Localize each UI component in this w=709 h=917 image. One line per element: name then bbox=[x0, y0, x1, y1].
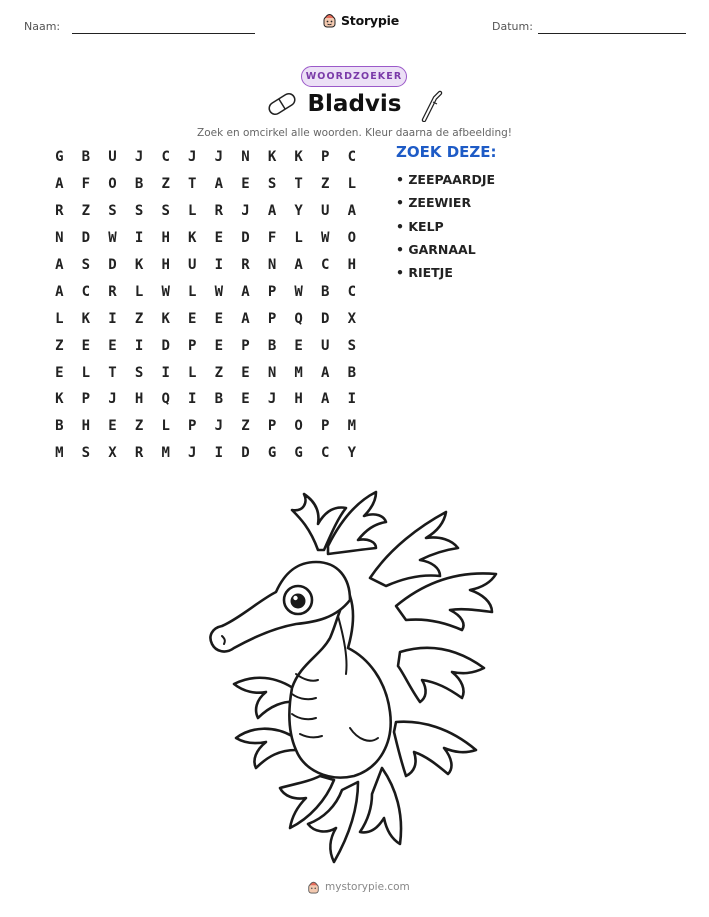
grid-letter[interactable]: L bbox=[347, 176, 357, 193]
grid-letter[interactable]: J bbox=[108, 391, 117, 408]
grid-letter[interactable]: J bbox=[134, 149, 144, 166]
grid-letter[interactable]: J bbox=[214, 418, 224, 435]
grid-letter[interactable]: R bbox=[134, 445, 144, 462]
grid-letter[interactable]: I bbox=[214, 257, 224, 273]
grid-letter[interactable]: E bbox=[108, 418, 117, 435]
grid-letter[interactable]: Q bbox=[161, 391, 170, 408]
grid-letter[interactable]: D bbox=[161, 337, 170, 354]
word-list-item: • ZEEWIER bbox=[396, 195, 472, 211]
word-list-item: • RIETJE bbox=[396, 265, 453, 281]
grid-letter[interactable]: P bbox=[188, 418, 197, 435]
grid-letter[interactable]: E bbox=[214, 310, 224, 327]
brand bbox=[322, 12, 399, 28]
grid-letter[interactable]: P bbox=[267, 283, 277, 300]
grid-letter[interactable]: H bbox=[134, 391, 144, 408]
grid-letter[interactable]: G bbox=[294, 445, 303, 462]
grid-letter[interactable]: O bbox=[108, 176, 117, 193]
grid-letter[interactable]: L bbox=[161, 418, 170, 435]
grid-letter[interactable]: S bbox=[134, 203, 144, 220]
grid-letter[interactable]: Q bbox=[294, 310, 303, 327]
grid-row bbox=[46, 440, 365, 467]
grid-letter[interactable]: U bbox=[321, 337, 330, 354]
grid-letter[interactable]: D bbox=[321, 310, 330, 327]
grid-letter[interactable]: E bbox=[108, 337, 117, 354]
grid-letter[interactable]: X bbox=[108, 445, 117, 462]
grid-letter[interactable]: A bbox=[55, 257, 64, 273]
activity-badge: WOORDZOEKER bbox=[301, 66, 407, 87]
grid-letter[interactable]: Z bbox=[214, 364, 224, 381]
grid-letter[interactable]: T bbox=[188, 176, 197, 193]
grid-letter[interactable]: S bbox=[161, 203, 170, 220]
grid-letter[interactable]: P bbox=[241, 337, 250, 354]
grid-letter[interactable]: S bbox=[81, 257, 91, 273]
grid-letter[interactable]: I bbox=[188, 391, 197, 408]
grid-letter[interactable]: I bbox=[108, 310, 117, 327]
grid-letter[interactable]: K bbox=[188, 230, 197, 247]
name-label: Naam: bbox=[24, 20, 61, 33]
grid-letter[interactable]: L bbox=[188, 364, 197, 381]
grid-letter[interactable]: E bbox=[214, 230, 224, 247]
grid-row bbox=[46, 386, 365, 413]
leafy-seadragon-illustration[interactable] bbox=[200, 488, 505, 868]
grid-letter[interactable]: P bbox=[267, 310, 277, 327]
grid-letter[interactable]: Z bbox=[134, 310, 144, 327]
grid-letter[interactable]: Z bbox=[321, 176, 330, 193]
grid-letter[interactable]: J bbox=[188, 149, 197, 166]
grid-letter[interactable]: W bbox=[161, 283, 170, 300]
grid-letter[interactable]: L bbox=[134, 283, 144, 300]
grid-letter[interactable]: G bbox=[267, 445, 277, 462]
grid-letter[interactable]: D bbox=[108, 257, 117, 273]
grid-letter[interactable]: M bbox=[347, 418, 357, 435]
grid-letter[interactable]: L bbox=[294, 230, 303, 247]
grid-letter[interactable]: E bbox=[241, 391, 250, 408]
grid-letter[interactable]: D bbox=[81, 230, 91, 247]
grid-letter[interactable]: E bbox=[188, 310, 197, 327]
word-list-item: • KELP bbox=[396, 218, 444, 234]
grid-letter[interactable]: Z bbox=[134, 418, 144, 435]
grid-letter[interactable]: K bbox=[267, 149, 277, 166]
grid-row bbox=[46, 252, 365, 279]
grid-letter[interactable]: Z bbox=[241, 418, 250, 435]
grid-letter[interactable]: A bbox=[321, 364, 330, 381]
grid-letter[interactable]: C bbox=[347, 283, 357, 300]
storypie-logo-icon bbox=[307, 880, 320, 894]
word-list-item: • ZEEPAARDJE bbox=[396, 172, 496, 187]
grid-letter[interactable]: H bbox=[161, 257, 170, 273]
grid-letter[interactable]: A bbox=[321, 391, 330, 408]
instructions: Zoek en omcirkel alle woorden. Kleur daarna de afbeelding! bbox=[197, 127, 512, 139]
grid-letter[interactable]: T bbox=[294, 176, 303, 193]
grid-letter[interactable]: E bbox=[241, 176, 250, 193]
grid-letter[interactable]: W bbox=[214, 283, 224, 300]
grid-letter[interactable]: P bbox=[321, 418, 330, 435]
grid-letter[interactable]: N bbox=[267, 364, 277, 381]
grid-letter[interactable]: L bbox=[188, 203, 197, 220]
name-line[interactable] bbox=[72, 33, 255, 34]
grid-letter[interactable]: Z bbox=[161, 176, 170, 193]
grid-letter[interactable]: T bbox=[108, 364, 117, 381]
grid-letter[interactable]: E bbox=[55, 364, 64, 381]
grid-letter[interactable]: S bbox=[347, 337, 357, 354]
storypie-logo-icon bbox=[322, 12, 337, 28]
grid-letter[interactable]: R bbox=[241, 257, 250, 273]
grid-row bbox=[46, 225, 365, 252]
grid-letter[interactable]: K bbox=[161, 310, 170, 327]
grid-letter[interactable]: E bbox=[214, 337, 224, 354]
grid-letter[interactable]: W bbox=[108, 230, 117, 247]
grid-letter[interactable]: E bbox=[81, 337, 91, 354]
grid-letter[interactable]: P bbox=[321, 149, 330, 166]
grid-letter[interactable]: S bbox=[267, 176, 277, 193]
grid-row bbox=[46, 171, 365, 198]
grid-letter[interactable]: W bbox=[321, 230, 330, 247]
grid-letter[interactable]: H bbox=[294, 391, 303, 408]
grid-letter[interactable]: G bbox=[55, 149, 64, 166]
grid-letter[interactable]: O bbox=[347, 230, 357, 247]
grid-letter[interactable]: A bbox=[241, 310, 250, 327]
grid-letter[interactable]: A bbox=[267, 203, 277, 220]
grid-letter[interactable]: U bbox=[188, 257, 197, 273]
grid-letter[interactable]: M bbox=[55, 445, 64, 462]
word-list-item: • GARNAAL bbox=[396, 241, 476, 257]
grid-letter[interactable]: P bbox=[188, 337, 197, 354]
grid-letter[interactable]: A bbox=[347, 203, 357, 220]
grid-letter[interactable]: E bbox=[241, 364, 250, 381]
date-line[interactable] bbox=[538, 33, 686, 34]
grid-letter[interactable]: Z bbox=[55, 337, 64, 354]
grid-letter[interactable]: B bbox=[347, 364, 357, 381]
grid-letter[interactable]: H bbox=[347, 257, 357, 273]
grid-letter[interactable]: K bbox=[134, 257, 144, 273]
grid-letter[interactable]: R bbox=[55, 203, 64, 220]
grid-letter[interactable]: N bbox=[55, 230, 64, 247]
grid-letter[interactable]: S bbox=[108, 203, 117, 220]
grid-letter[interactable]: K bbox=[55, 391, 64, 408]
grid-letter[interactable]: H bbox=[161, 230, 170, 247]
footer bbox=[307, 880, 410, 894]
grid-letter[interactable]: U bbox=[108, 149, 117, 166]
grid-letter[interactable]: E bbox=[294, 337, 303, 354]
grid-letter[interactable]: A bbox=[294, 257, 303, 273]
grid-letter[interactable]: D bbox=[241, 445, 250, 462]
grid-letter[interactable]: J bbox=[214, 149, 224, 166]
grid-letter[interactable]: C bbox=[161, 149, 170, 166]
grid-row bbox=[46, 278, 365, 305]
grid-letter[interactable]: Y bbox=[347, 445, 357, 462]
grid-row bbox=[46, 359, 365, 386]
grid-letter[interactable]: L bbox=[55, 310, 64, 327]
date-label: Datum: bbox=[492, 20, 533, 33]
grid-letter[interactable]: U bbox=[321, 203, 330, 220]
grid-letter[interactable]: F bbox=[267, 230, 277, 247]
grid-letter[interactable]: I bbox=[134, 230, 144, 247]
grid-letter[interactable]: N bbox=[241, 149, 250, 166]
grid-letter[interactable]: A bbox=[241, 283, 250, 300]
grid-letter[interactable]: B bbox=[55, 418, 64, 435]
grid-letter[interactable]: A bbox=[55, 283, 64, 300]
grid-letter[interactable]: B bbox=[214, 391, 224, 408]
grid-letter[interactable]: C bbox=[321, 445, 330, 462]
grid-row bbox=[46, 198, 365, 225]
footer-url[interactable]: mystorypie.com bbox=[325, 881, 410, 893]
grid-letter[interactable]: R bbox=[108, 283, 117, 300]
grid-row bbox=[46, 144, 365, 171]
grid-letter[interactable]: M bbox=[294, 364, 303, 381]
grid-letter[interactable]: A bbox=[55, 176, 64, 193]
grid-letter[interactable]: S bbox=[81, 445, 91, 462]
grid-letter[interactable]: B bbox=[134, 176, 144, 193]
straw-icon bbox=[420, 90, 444, 122]
grid-letter[interactable]: C bbox=[321, 257, 330, 273]
grid-letter[interactable]: C bbox=[81, 283, 91, 300]
word-list bbox=[396, 143, 497, 288]
grid-letter[interactable]: J bbox=[188, 445, 197, 462]
grid-letter[interactable]: P bbox=[81, 391, 91, 408]
grid-letter[interactable]: Z bbox=[81, 203, 91, 220]
grid-letter[interactable]: O bbox=[294, 418, 303, 435]
grid-letter[interactable]: L bbox=[188, 283, 197, 300]
word-list-title: ZOEK DEZE: bbox=[396, 143, 497, 161]
grid-letter[interactable]: X bbox=[347, 310, 357, 327]
grid-letter[interactable]: J bbox=[267, 391, 277, 408]
grid-letter[interactable]: K bbox=[81, 310, 91, 327]
grid-letter[interactable]: I bbox=[214, 445, 224, 462]
grid-letter[interactable]: N bbox=[267, 257, 277, 273]
grid-letter[interactable]: A bbox=[214, 176, 224, 193]
grid-row bbox=[46, 332, 365, 359]
grid-letter[interactable]: S bbox=[134, 364, 144, 381]
grid-letter[interactable]: W bbox=[294, 283, 303, 300]
grid-letter[interactable]: J bbox=[241, 203, 250, 220]
grid-letter[interactable]: K bbox=[294, 149, 303, 166]
grid-row bbox=[46, 305, 365, 332]
grid-letter[interactable]: I bbox=[161, 364, 170, 381]
grid-letter[interactable]: I bbox=[134, 337, 144, 354]
grid-letter[interactable]: L bbox=[81, 364, 91, 381]
page-title: Bladvis bbox=[307, 91, 402, 117]
brand-name: Storypie bbox=[341, 12, 399, 28]
grid-letter[interactable]: I bbox=[347, 391, 357, 408]
grid-row bbox=[46, 413, 365, 440]
grid-letter[interactable]: R bbox=[214, 203, 224, 220]
grid-letter[interactable]: C bbox=[347, 149, 357, 166]
grid-letter[interactable]: F bbox=[81, 176, 91, 193]
grid-letter[interactable]: B bbox=[321, 283, 330, 300]
grid-letter[interactable]: M bbox=[161, 445, 170, 462]
letter-grid[interactable] bbox=[46, 144, 365, 467]
grid-letter[interactable]: B bbox=[267, 337, 277, 354]
grid-letter[interactable]: P bbox=[267, 418, 277, 435]
grid-letter[interactable]: B bbox=[81, 149, 91, 166]
grid-letter[interactable]: H bbox=[81, 418, 91, 435]
grid-letter[interactable]: D bbox=[241, 230, 250, 247]
grid-letter[interactable]: Y bbox=[294, 203, 303, 220]
